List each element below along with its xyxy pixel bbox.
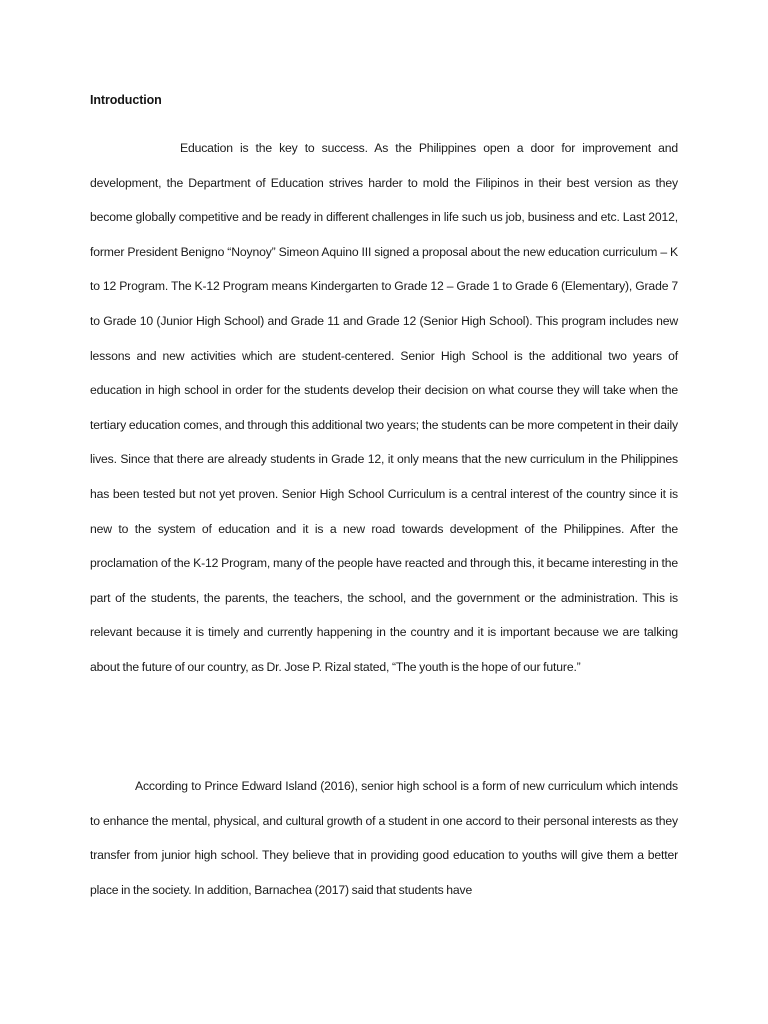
paragraph-2: According to Prince Edward Island (2016), senior high school is a form of new curriculum which intends to enhance the mental, physical, and cultural growth of a student in one accord to their personal interests as they transfer from junior high school. They believe that in providing good education to youths will give them a better place in the society. In addition, Barnachea (2017) said that students have	[90, 779, 678, 897]
section-heading: Introduction	[90, 93, 162, 107]
paragraph-1: Education is the key to success. As the Philippines open a door for improvement and development, the Department of Education strives harder to mold the Filipinos in their best version as they become globally competitive and be ready in different challenges in life such us job, business and etc. Last 2012, former President Benigno “Noynoy” Simeon Aquino III signed a proposal about the new education curriculum – K to 12 Program. The K-12 Program means Kindergarten to Grade 12 – Grade 1 to Grade 6 (Elementary), Grade 7 to Grade 10 (Junior High School) and Grade 11 and Grade 12 (Senior High School). This program includes new lessons and new activities which are student-centered. Senior High School is the additional two years of education in high school in order for the students develop their decision on what course they will take when the tertiary education comes, and through this additional two years; the students can be more competent in their daily lives. Since that there are already students in Grade 12, it only means that the new curriculum in the Philippines has been tested but not yet proven. Senior High School Curriculum is a central interest of the country since it is new to the system of education and it is a new road towards development of the Philippines. After the proclamation of the K-12 Program, many of the people have reacted and through this, it became interesting in the part of the students, the parents, the teachers, the school, and the government or the administration. This is relevant because it is timely and currently happening in the country and it is important because we are talking about the future of our country, as Dr. Jose P. Rizal stated, “The youth is the hope of our future.”	[90, 141, 678, 674]
